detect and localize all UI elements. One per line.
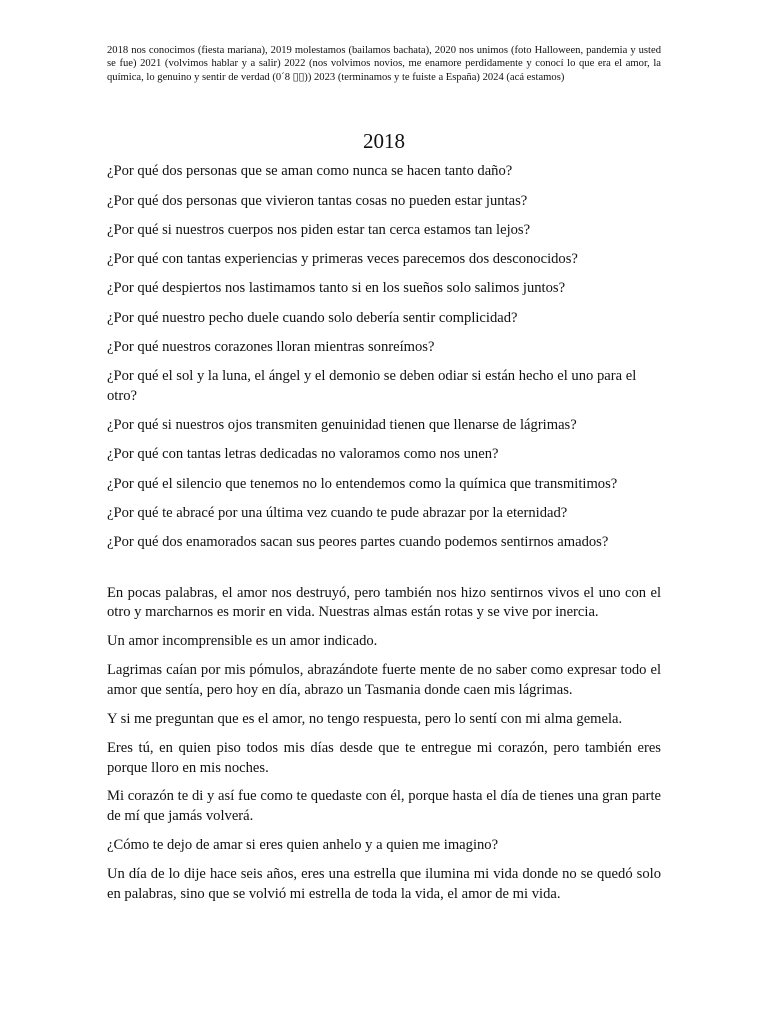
question-item: ¿Por qué nuestro pecho duele cuando solo debería sentir complicidad? [107,309,518,326]
prose-section [107,584,661,904]
question-item: ¿Por qué con tantas experiencias y primeras veces parecemos dos desconocidos? [107,251,578,268]
question-item: ¿Por qué dos personas que vivieron tantas cosas no pueden estar juntas? [107,192,528,209]
question-item: ¿Por qué el sol y la luna, el ángel y el demonio se deben odiar si están hecho el uno para el otro? [107,368,637,404]
paragraph: Un día de lo dije hace seis años, eres una estrella que ilumina mi vida donde no se quedó solo en palabras, sino que se volvió mi estrella de toda la vida, el amor de mi vida. [107,866,661,902]
question-item: ¿Por qué el silencio que tenemos no lo entendemos como la química que transmitimos? [107,475,618,492]
paragraph: Y si me preguntan que es el amor, no tengo respuesta, pero lo sentí con mi alma gemela. [107,710,623,727]
paragraph: ¿Cómo te dejo de amar si eres quien anhelo y a quien me imagino? [107,837,499,854]
paragraph: En pocas palabras, el amor nos destruyó, pero también nos hizo sentirnos vivos el uno con el otro y marcharnos es morir en vida. Nuestras almas están rotas y se vive por inercia. [107,584,661,621]
page-title: 2018 [363,129,405,154]
timeline-note: 2018 nos conocimos (fiesta mariana), 2019 molestamos (bailamos bachata), 2020 nos unimos (foto Halloween, pandemia y usted se fue) 2021 (volvimos hablar y a salir) 2022 (nos volvimos novios, me enamore perdidamente y conocí lo que era el amor, la química, lo genuino y sentir de verdad (0´8 ▯▯)) 2023 (terminamos y te fuiste a España) 2024 (acá estamos) [107,45,661,83]
questions-list [107,162,661,553]
question-item: ¿Por qué nuestros corazones lloran mientras sonreímos? [107,338,435,355]
paragraph: Eres tú, en quien piso todos mis días desde que te entregue mi corazón, pero también eres porque lloro en mis noches. [107,739,661,776]
question-item: ¿Por qué con tantas letras dedicadas no valoramos como nos unen? [107,446,499,463]
question-item: ¿Por qué despiertos nos lastimamos tanto si en los sueños solo salimos juntos? [107,280,566,297]
question-item: ¿Por qué dos enamorados sacan sus peores partes cuando podemos sentirnos amados? [107,534,609,551]
question-item: ¿Por qué si nuestros cuerpos nos piden estar tan cerca estamos tan lejos? [107,221,531,238]
paragraph: Un amor incomprensible es un amor indicado. [107,633,378,650]
question-item: ¿Por qué si nuestros ojos transmiten genuinidad tienen que llenarse de lágrimas? [107,417,577,434]
question-item: ¿Por qué dos personas que se aman como nunca se hacen tanto daño? [107,163,513,180]
question-item: ¿Por qué te abracé por una última vez cuando te pude abrazar por la eternidad? [107,504,568,521]
paragraph: Lagrimas caían por mis pómulos, abrazándote fuerte mente de no saber como expresar todo el amor que sentía, pero hoy en día, abrazo un Tasmania donde caen mis lágrimas. [107,662,661,698]
paragraph: Mi corazón te di y así fue como te quedaste con él, porque hasta el día de tienes una gran parte de mí que jamás volverá. [107,788,661,825]
